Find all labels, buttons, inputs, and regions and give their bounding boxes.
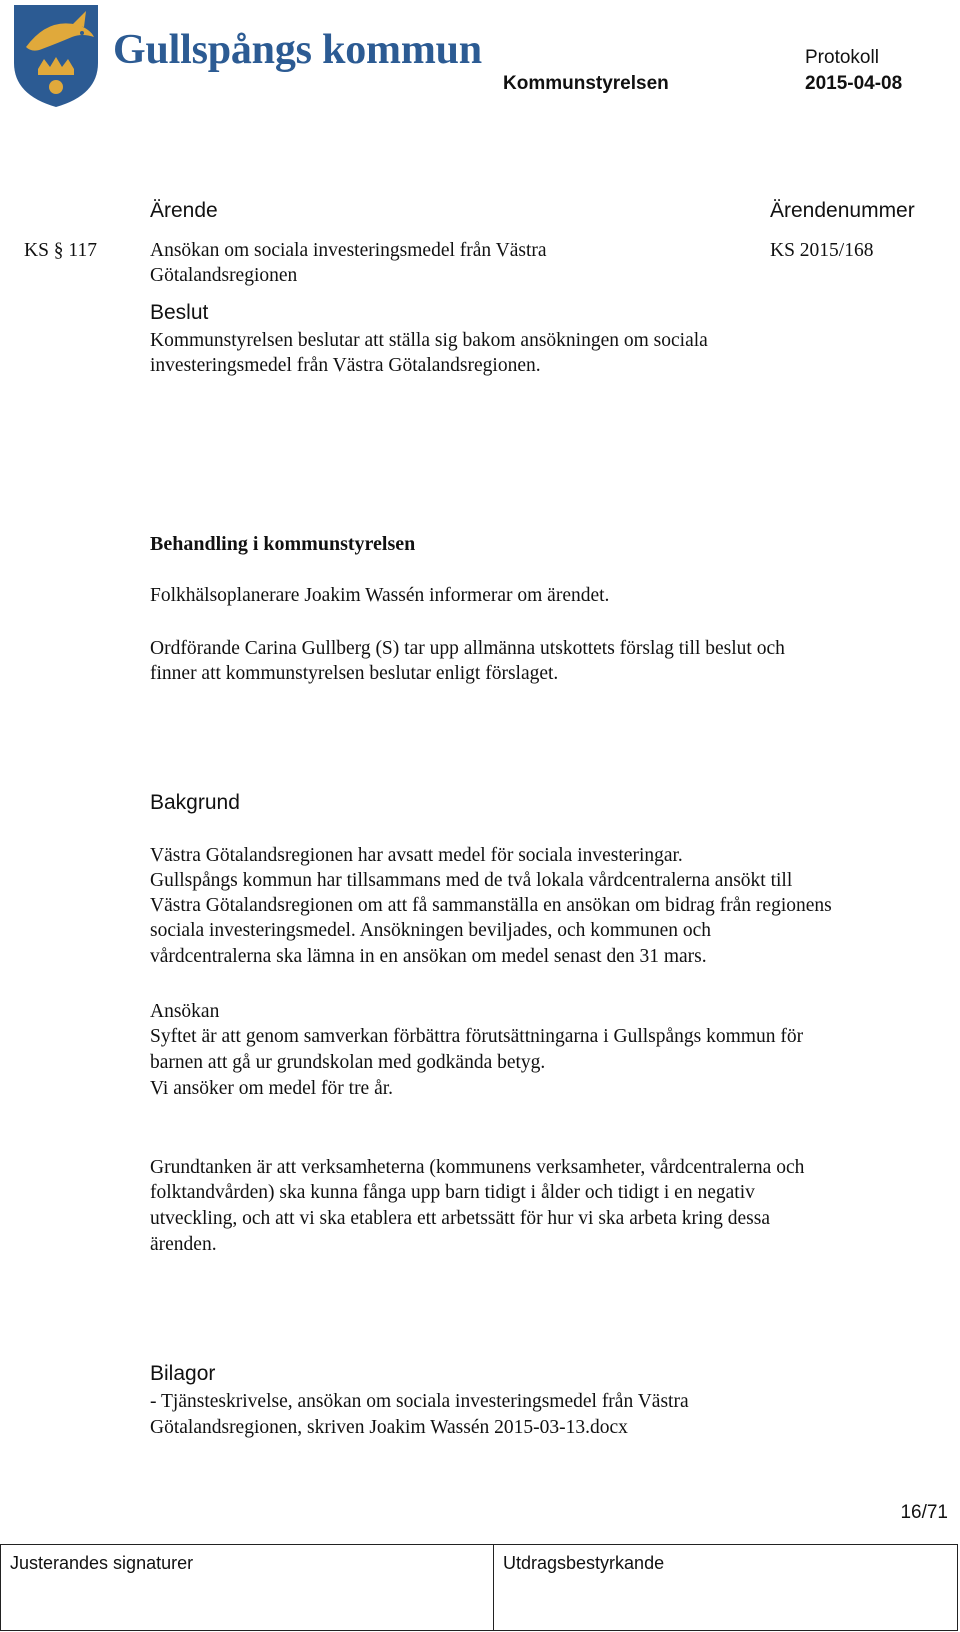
case-number: KS 2015/168 [770,240,874,261]
application-paragraph-2-line: Grundtanken är att verksamheterna (kommunens verksamheter, vårdcentralerna och [150,1157,805,1178]
decision-line-2: investeringsmedel från Västra Götalandsregionen. [150,355,541,376]
case-number-label: Ärendenummer [770,199,915,222]
attachments-heading: Bilagor [150,1362,216,1385]
page-number: 16/71 [900,1502,948,1523]
handling-paragraph-2-line-1: Ordförande Carina Gullberg (S) tar upp allmänna utskottets förslag till beslut och [150,638,785,659]
handling-heading: Behandling i kommunstyrelsen [150,533,416,555]
background-heading: Bakgrund [150,791,240,814]
meeting-date: 2015-04-08 [805,73,903,94]
background-line: Gullspångs kommun har tillsammans med de två lokala vårdcentralerna ansökt till [150,870,793,891]
application-paragraph-2-line: ärenden. [150,1234,217,1255]
handling-paragraph-2-line-2: finner att kommunstyrelsen beslutar enligt förslaget. [150,663,559,684]
case-title-line-1: Ansökan om sociala investeringsmedel från Västra [150,240,547,261]
application-heading: Ansökan [150,1001,220,1022]
handling-paragraph-1: Folkhälsoplanerare Joakim Wassén informerar om ärendet. [150,585,610,606]
extract-certification-label: Utdragsbestyrkande [503,1553,665,1573]
paragraph-number: KS § 117 [24,240,97,261]
committee-name: Kommunstyrelsen [503,73,669,94]
coat-of-arms-icon [12,3,100,109]
case-label: Ärende [150,199,218,222]
background-line: Västra Götalandsregionen har avsatt medel för sociala investeringar. [150,845,683,866]
decision-line-1: Kommunstyrelsen beslutar att ställa sig bakom ansökningen om sociala [150,330,708,351]
background-line: vårdcentralerna ska lämna in en ansökan om medel senast den 31 mars. [150,946,707,967]
brand-name: Gullspångs kommun [113,27,482,73]
doc-type: Protokoll [805,47,879,68]
application-paragraph-2-line: utveckling, och att vi ska etablera ett arbetssätt för hur vi ska arbeta kring dessa [150,1208,770,1229]
decision-label: Beslut [150,301,209,324]
attachment-line-1: - Tjänsteskrivelse, ansökan om sociala investeringsmedel från Västra [150,1391,689,1412]
signatures-label: Justerandes signaturer [10,1553,194,1573]
application-line: barnen att gå ur grundskolan med godkända betyg. [150,1052,546,1073]
application-line: Vi ansöker om medel för tre år. [150,1078,394,1099]
background-line: Västra Götalandsregionen om att få sammanställa en ansökan om bidrag från regionens [150,895,832,916]
background-line: sociala investeringsmedel. Ansökningen beviljades, och kommunen och [150,920,712,941]
application-line: Syftet är att genom samverkan förbättra förutsättningarna i Gullspångs kommun för [150,1026,804,1047]
case-title-line-2: Götalandsregionen [150,265,298,286]
attachment-line-2: Götalandsregionen, skriven Joakim Wassén 2015-03-13.docx [150,1417,628,1438]
application-paragraph-2-line: folktandvården) ska kunna fånga upp barn tidigt i ålder och tidigt i en negativ [150,1182,755,1203]
